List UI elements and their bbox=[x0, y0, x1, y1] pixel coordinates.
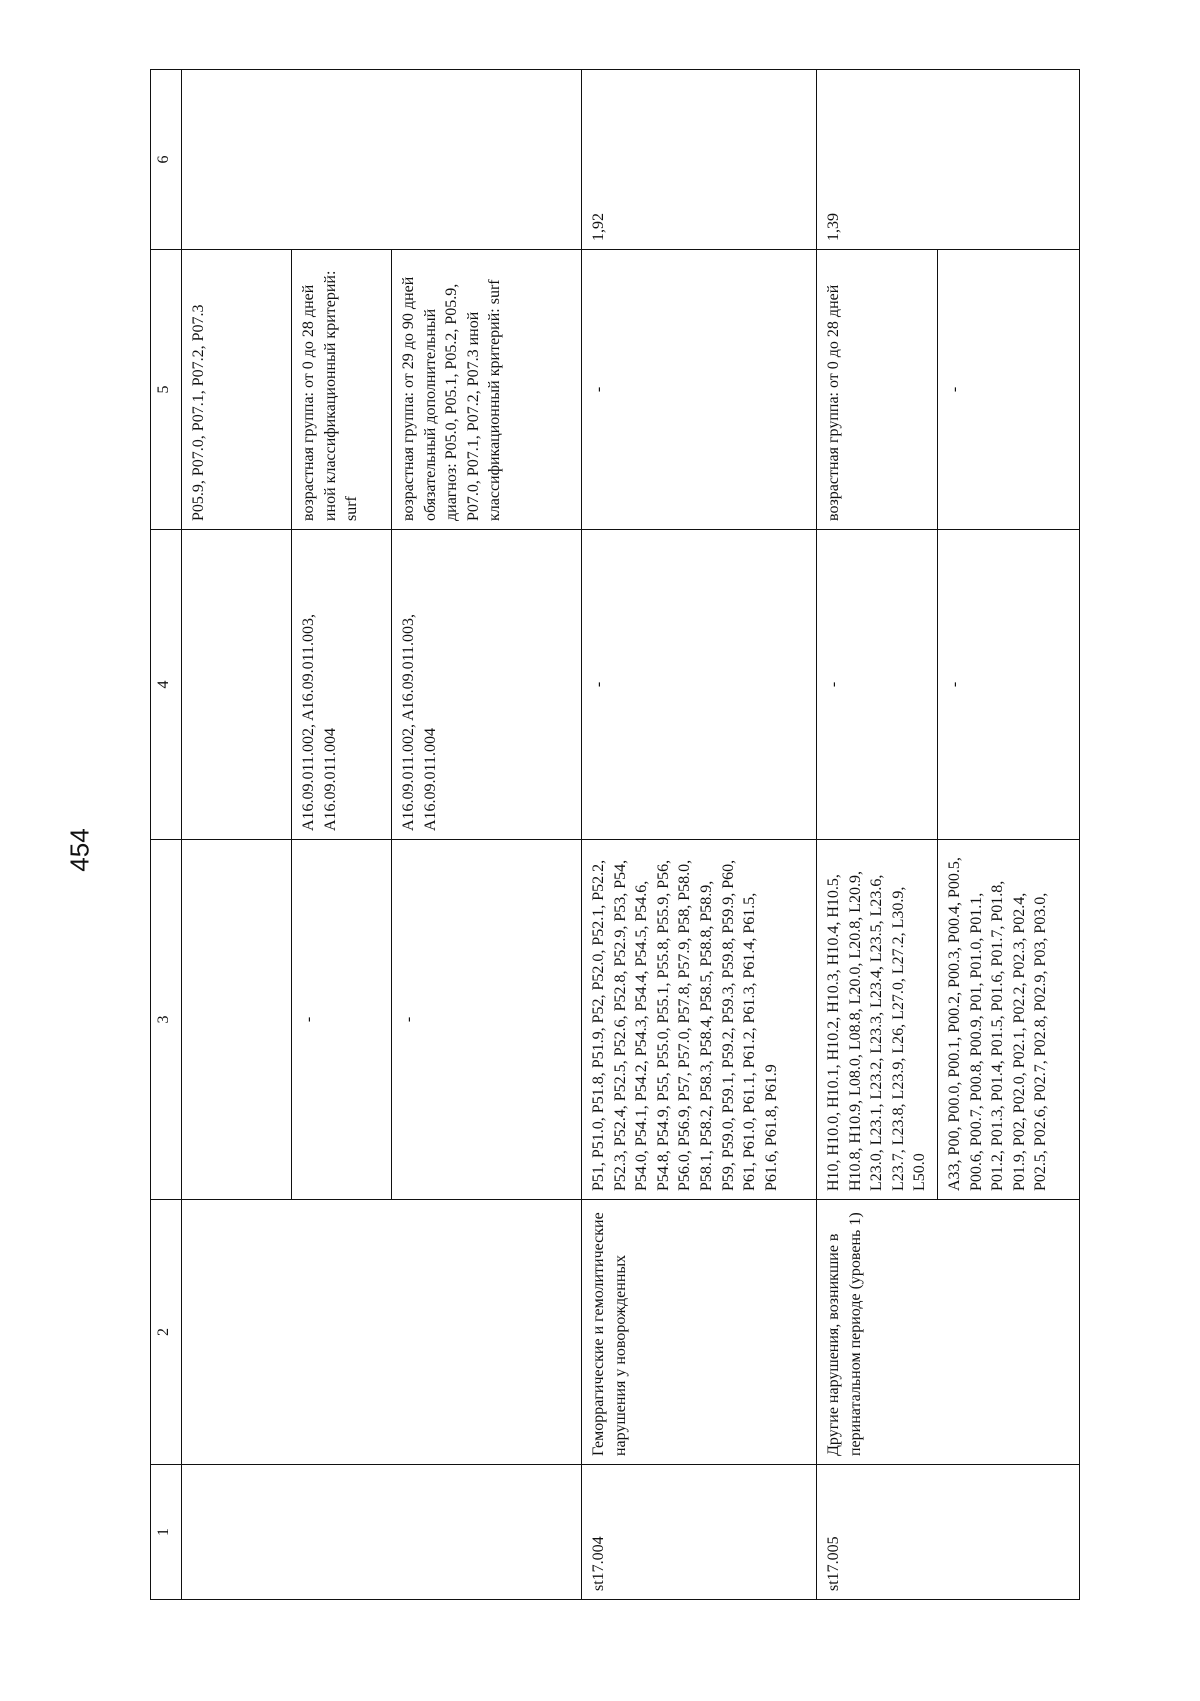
service-cell: - bbox=[817, 530, 938, 840]
code-cell bbox=[182, 1465, 582, 1600]
page-number: 454 bbox=[64, 828, 95, 872]
header-cell: 3 bbox=[151, 840, 182, 1200]
diagnosis-cell: - bbox=[292, 840, 392, 1200]
table-row bbox=[182, 70, 292, 1600]
service-cell bbox=[182, 530, 292, 840]
name-cell bbox=[182, 1200, 582, 1465]
header-cell: 4 bbox=[151, 530, 182, 840]
header-row bbox=[151, 70, 182, 1600]
diagnosis-cell bbox=[182, 840, 292, 1200]
code-cell: st17.005 bbox=[817, 1465, 1080, 1600]
coefficient-cell: 1,39 bbox=[817, 70, 1080, 250]
service-cell: - bbox=[582, 530, 817, 840]
criteria-cell: возрастная группа: от 0 до 28 дней bbox=[817, 250, 938, 530]
criteria-cell: - bbox=[582, 250, 817, 530]
diagnosis-cell: H10, H10.0, H10.1, H10.2, H10.3, H10.4, H10.5, H10.8, H10.9, L08.0, L08.8, L20.0, L20.8, L20.9, L23.0, L23.1, L23.2, L23.3, L23.4, L23.5, L23.6, L23.7, L23.8, L23.9, L26, L27.0, L27.2, L30.9, L50.0 bbox=[817, 840, 938, 1200]
criteria-cell: возрастная группа: от 29 до 90 дней обязательный дополнительный диагноз: P05.0, P05.1, P05.2, P05.9, P07.0, P07.1, P07.2, P07.3 иной классификационный критерий: surf bbox=[392, 250, 582, 530]
coefficient-cell: 1,92 bbox=[582, 70, 817, 250]
rotated-table-container bbox=[150, 70, 1080, 1600]
name-cell: Геморрагические и гемолитические нарушения у новорожденных bbox=[582, 1200, 817, 1465]
criteria-cell: возрастная группа: от 0 до 28 дней иной классификационный критерий: surf bbox=[292, 250, 392, 530]
service-cell: - bbox=[937, 530, 1079, 840]
diagnosis-cell: - bbox=[392, 840, 582, 1200]
name-cell: Другие нарушения, возникшие в перинатальном периоде (уровень 1) bbox=[817, 1200, 1080, 1465]
criteria-cell: - bbox=[937, 250, 1079, 530]
service-cell: A16.09.011.002, A16.09.011.003, A16.09.011.004 bbox=[392, 530, 582, 840]
diagnosis-cell: A33, P00, P00.0, P00.1, P00.2, P00.3, P00.4, P00.5, P00.6, P00.7, P00.8, P00.9, P01, P01.0, P01.1, P01.2, P01.3, P01.4, P01.5, P01.6, P01.7, P01.8, P01.9, P02, P02.0, P02.1, P02.2, P02.3, P02.4, P02.5, P02.6, P02.7, P02.8, P02.9, P03, P03.0, bbox=[937, 840, 1079, 1200]
coefficient-cell bbox=[182, 70, 582, 250]
code-cell: st17.004 bbox=[582, 1465, 817, 1600]
table-row bbox=[817, 70, 938, 1600]
table-row bbox=[582, 70, 817, 1600]
service-cell: A16.09.011.002, A16.09.011.003, A16.09.011.004 bbox=[292, 530, 392, 840]
header-cell: 5 bbox=[151, 250, 182, 530]
diagnosis-cell: P51, P51.0, P51.8, P51.9, P52, P52.0, P52.1, P52.2, P52.3, P52.4, P52.5, P52.6, P52.8, P52.9, P53, P54, P54.0, P54.1, P54.2, P54.3, P54.4, P54.5, P54.6, P54.8, P54.9, P55, P55.0, P55.1, P55.8, P55.9, P56, P56.0, P56.9, P57, P57.0, P57.8, P57.9, P58, P58.0, P58.1, P58.2, P58.3, P58.4, P58.5, P58.8, P58.9, P59, P59.0, P59.1, P59.2, P59.3, P59.8, P59.9, P60, P61, P61.0, P61.1, P61.2, P61.3, P61.4, P61.5, P61.6, P61.8, P61.9 bbox=[582, 840, 817, 1200]
criteria-cell: P05.9, P07.0, P07.1, P07.2, P07.3 bbox=[182, 250, 292, 530]
header-cell: 1 bbox=[151, 1465, 182, 1600]
header-cell: 6 bbox=[151, 70, 182, 250]
tariff-table bbox=[150, 69, 1080, 1600]
header-cell: 2 bbox=[151, 1200, 182, 1465]
